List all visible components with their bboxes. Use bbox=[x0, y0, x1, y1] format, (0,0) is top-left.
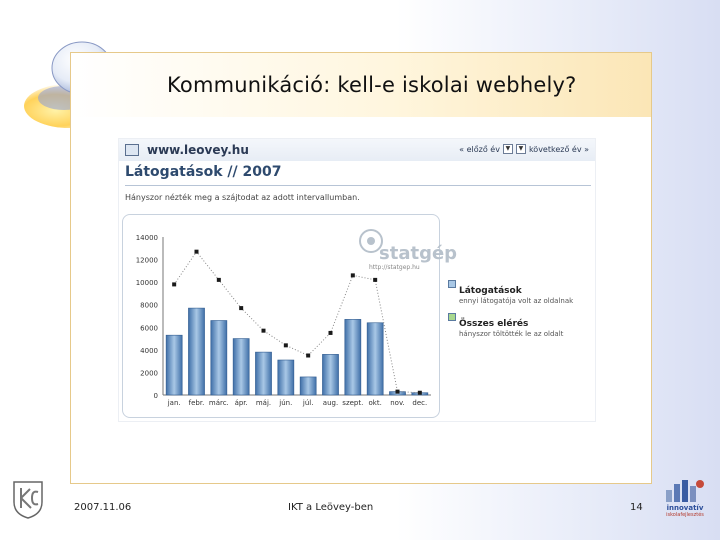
x-tick-label: júl. bbox=[302, 399, 314, 407]
x-tick-label: jún. bbox=[279, 399, 293, 407]
hits-point-ápr. bbox=[239, 306, 243, 310]
y-tick-label: 8000 bbox=[140, 301, 158, 310]
legend-swatch-visits bbox=[448, 280, 456, 288]
bar-aug. bbox=[322, 354, 338, 395]
watermark-text: statgép bbox=[379, 243, 458, 264]
screenshot-header bbox=[119, 139, 595, 161]
bar-máj. bbox=[255, 352, 271, 395]
bar-jún. bbox=[278, 360, 294, 395]
x-tick-label: aug. bbox=[322, 399, 339, 407]
legend-name: Látogatások bbox=[459, 286, 522, 296]
y-tick-label: 10000 bbox=[135, 279, 158, 288]
home-icon bbox=[125, 144, 139, 156]
hits-point-szept. bbox=[351, 273, 355, 277]
next-year-link[interactable]: következő év » bbox=[528, 144, 589, 154]
legend-description: ennyi látogatója volt az oldalnak bbox=[459, 297, 574, 305]
hits-point-máj. bbox=[262, 329, 266, 333]
year-navigation bbox=[459, 144, 589, 154]
y-tick-label: 14000 bbox=[135, 234, 158, 242]
y-tick-label: 0 bbox=[153, 392, 158, 400]
chart-legend bbox=[448, 278, 578, 344]
hits-point-dec. bbox=[418, 391, 422, 395]
hits-point-febr. bbox=[195, 250, 199, 254]
hits-point-jan. bbox=[172, 282, 176, 286]
x-tick-label: szept. bbox=[342, 399, 364, 407]
y-tick-label: 2000 bbox=[140, 369, 158, 378]
bar-febr. bbox=[188, 308, 204, 395]
y-tick-label: 12000 bbox=[135, 256, 158, 265]
footer-date: 2007.11.06 bbox=[74, 502, 132, 513]
prev-year-link[interactable]: « előző év bbox=[459, 144, 500, 154]
next-year-dropdown-icon[interactable]: ▼ bbox=[516, 144, 526, 154]
page-description: Hányszor nézték meg a szájtodat az adott intervallumban. bbox=[125, 193, 360, 202]
bar-jan. bbox=[166, 335, 182, 395]
page-heading: Látogatások // 2007 bbox=[125, 164, 282, 180]
y-tick-label: 4000 bbox=[140, 346, 158, 355]
page-number: 14 bbox=[630, 502, 643, 513]
innovativ-logo bbox=[660, 476, 710, 520]
prev-year-dropdown-icon[interactable]: ▼ bbox=[503, 144, 513, 154]
logo-text: innovatív bbox=[666, 504, 704, 512]
x-tick-label: márc. bbox=[208, 399, 229, 407]
x-tick-label: dec. bbox=[412, 399, 428, 407]
x-tick-label: nov. bbox=[390, 399, 405, 407]
visits-chart bbox=[123, 215, 458, 419]
legend-swatch-hits bbox=[448, 313, 456, 321]
y-tick-label: 6000 bbox=[140, 324, 158, 333]
hits-point-júl. bbox=[306, 354, 310, 358]
x-tick-label: máj. bbox=[255, 399, 272, 407]
school-crest-logo bbox=[10, 478, 46, 520]
legend-item-hits bbox=[448, 311, 578, 339]
hits-point-márc. bbox=[217, 278, 221, 282]
bar-júl. bbox=[300, 377, 316, 395]
x-tick-label: okt. bbox=[368, 399, 382, 407]
hits-point-aug. bbox=[329, 331, 333, 335]
legend-name: Összes elérés bbox=[459, 319, 529, 329]
bar-okt. bbox=[367, 323, 383, 395]
chart-container bbox=[122, 214, 458, 418]
innovativ-logo-graphic bbox=[660, 476, 710, 504]
logo-subtext: iskolafejlesztés bbox=[666, 512, 704, 518]
title-band bbox=[71, 53, 651, 117]
hits-point-okt. bbox=[373, 278, 377, 282]
footer-title: IKT a Leövey-ben bbox=[288, 502, 374, 513]
divider bbox=[125, 185, 591, 186]
x-tick-label: febr. bbox=[188, 399, 205, 407]
legend-item-visits bbox=[448, 278, 578, 306]
site-url: www.leovey.hu bbox=[147, 143, 249, 157]
x-tick-label: ápr. bbox=[234, 399, 248, 407]
legend-description: hányszor töltötték le az oldalt bbox=[459, 330, 564, 338]
bar-ápr. bbox=[233, 339, 249, 395]
bar-szept. bbox=[345, 319, 361, 395]
bar-márc. bbox=[211, 321, 227, 395]
hits-point-nov. bbox=[396, 390, 400, 394]
x-tick-label: jan. bbox=[167, 399, 181, 407]
watermark-url: http://statgep.hu bbox=[369, 264, 420, 271]
slide-title: Kommunikáció: kell-e iskolai webhely? bbox=[167, 73, 577, 97]
hits-point-jún. bbox=[284, 343, 288, 347]
